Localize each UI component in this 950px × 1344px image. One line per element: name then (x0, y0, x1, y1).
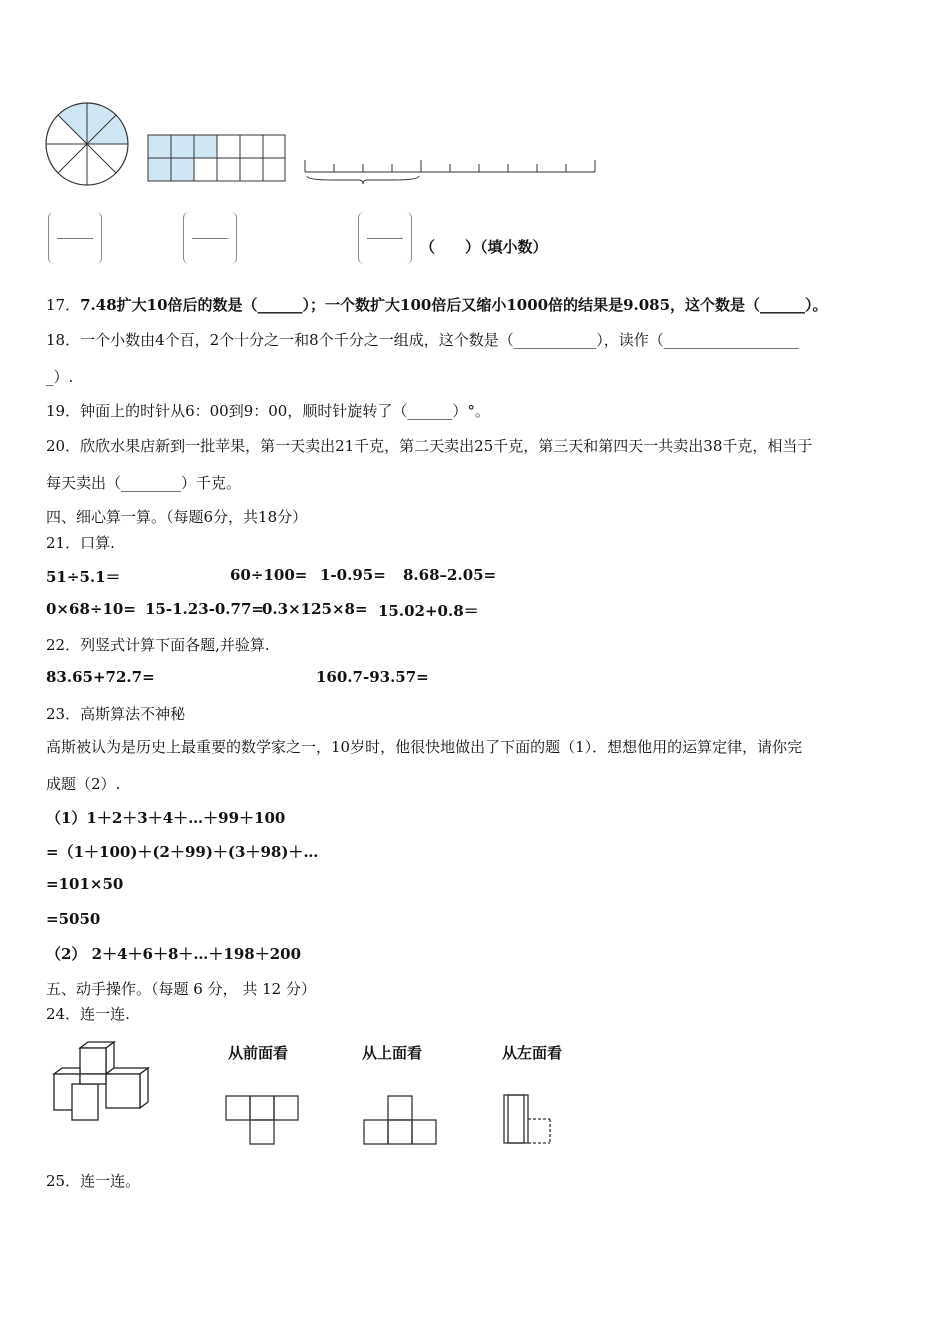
calc-item: 15-1.23-0.77= (145, 600, 264, 618)
calc-item: 160.7-93.57= (316, 668, 429, 686)
question-21-title: 21．口算. (46, 534, 115, 552)
question-number: 19． (46, 402, 81, 420)
answer-fraction-box-1[interactable] (48, 212, 102, 264)
question-text: 欣欣水果店新到一批苹果，第一天卖出21千克，第二天卖出25千克，第三天和第四天一共卖出38千克，相当于 (80, 437, 813, 455)
question-19 (46, 400, 490, 421)
calc-item: 51÷5.1＝ (46, 568, 121, 586)
question-18 (46, 329, 799, 350)
question-18-line-2: _）. (46, 368, 74, 386)
question-23-title: 23．高斯算法不神秘 (46, 705, 186, 723)
section-5-title: 五、动手操作。（每题 6 分， 共 12 分） (46, 980, 316, 998)
calc-item: 60÷100= (230, 566, 308, 584)
number-line-figure (303, 156, 603, 186)
question-text: 7.48扩大10倍后的数是（______）；一个数扩大100倍后又缩小1000倍的结果是9.085，这个数是（______）。 (80, 296, 828, 314)
question-text: 一个小数由4个百，2个十分之一和8个千分之一组成，这个数是（___________），读作（__________________ (80, 331, 799, 349)
view-label-front: 从前面看 (228, 1044, 289, 1062)
question-25-title: 25．连一连。 (46, 1172, 141, 1190)
calc-item: 1-0.95= (320, 566, 386, 584)
front-view-figure (224, 1094, 302, 1148)
fraction-circle-figure (43, 100, 131, 188)
question-20 (46, 435, 812, 456)
gauss-line-3: =101×50 (46, 875, 124, 893)
question-23-desc: 高斯被认为是历史上最重要的数学家之一，10岁时，他很快地做出了下面的题（1）．想想他用的运算定律，请你完 (46, 738, 803, 756)
question-number: 20． (46, 437, 81, 455)
calc-item: 15.02+0.8＝ (378, 602, 479, 620)
calc-item: 0×68÷10= (46, 600, 136, 618)
fraction-grid-figure (147, 134, 287, 184)
left-view-figure (500, 1092, 556, 1148)
gauss-line-1: （1）1＋2＋3＋4＋…＋99＋100 (46, 809, 286, 827)
gauss-line-4: =5050 (46, 910, 101, 928)
question-number: 17． (46, 296, 81, 314)
question-20-line-2: 每天卖出（________）千克。 (46, 474, 242, 492)
gauss-line-5: （2） 2＋4＋6＋8＋…＋198＋200 (46, 945, 302, 963)
question-24-title: 24．连一连. (46, 1005, 130, 1023)
fill-decimal-label: （ ）（填小数） (420, 238, 548, 256)
calc-item: 83.65+72.7= (46, 668, 155, 686)
gauss-line-2: =（1＋100)＋(2＋99)＋(3＋98)＋… (46, 843, 319, 861)
question-17 (46, 294, 828, 315)
answer-fraction-box-3[interactable] (358, 212, 412, 264)
question-22-title: 22．列竖式计算下面各题,并验算. (46, 636, 270, 654)
view-label-left: 从左面看 (502, 1044, 563, 1062)
question-23-desc-2: 成题（2）. (46, 775, 121, 793)
cube-stack-figure (48, 1040, 158, 1125)
calc-item: 8.68–2.05= (403, 566, 497, 584)
answer-fraction-box-2[interactable] (183, 212, 237, 264)
question-text: 钟面上的时针从6：00到9：00，顺时针旋转了（______）°。 (80, 402, 490, 420)
calc-item: 0.3×125×8= (262, 600, 368, 618)
top-view-figure (362, 1094, 440, 1148)
question-number: 18． (46, 331, 81, 349)
view-label-top: 从上面看 (362, 1044, 423, 1062)
section-4-title: 四、细心算一算。（每题6分，共18分） (46, 508, 308, 526)
